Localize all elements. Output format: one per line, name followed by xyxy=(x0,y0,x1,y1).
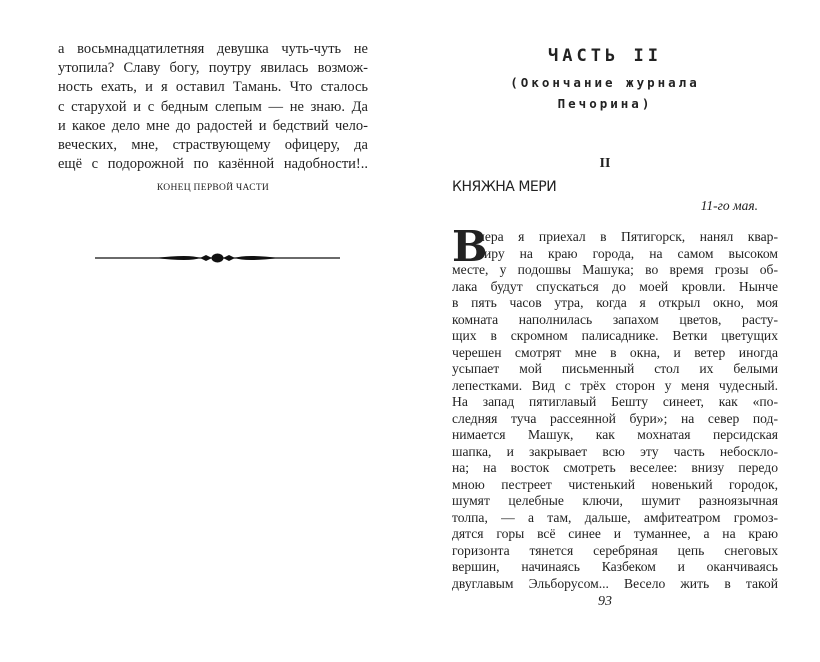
text-line: мною пестреет чистенький новенький городок, xyxy=(452,476,778,492)
text-line: на; на восток смотреть веселее: внизу передо xyxy=(452,460,778,475)
text-line: щих в скромном палисаднике. Ветки цветущих xyxy=(452,328,778,343)
text-line: горизонта тянется серебряная цепь снеговых xyxy=(452,542,778,558)
text-line: дятся горы всё синее и туманнее, а на краю xyxy=(452,526,778,541)
text-line: толпа, — а там, дальше, амфитеатром громоз- xyxy=(452,509,778,525)
left-page-text xyxy=(58,40,368,174)
text-line: месте, у подошвы Машука; во время грозы об- xyxy=(452,262,778,277)
text-line: веческих, мне, страствующему офицеру, да xyxy=(58,137,368,154)
entry-date: 11-го мая. xyxy=(700,198,758,213)
text-line: На запад пятиглавый Бешту синеет, как «по- xyxy=(452,394,778,409)
text-line: двуглавым Эльборусом... Весело жить в такой xyxy=(452,575,778,591)
text-line: нимается Машук, как мохнатая персидская xyxy=(452,427,778,442)
chapter-number: II xyxy=(599,156,611,171)
part-subtitle xyxy=(450,72,760,114)
ornament-divider xyxy=(95,250,340,266)
text-line: в пять часов утра, когда я открыл окно, моя xyxy=(452,295,778,310)
text-line: шапка, и закрывает всю эту часть небоскло- xyxy=(452,443,778,459)
text-line: вершин, начинаясь Казбеком и оканчиваясь xyxy=(452,559,778,574)
page-number: 93 xyxy=(598,594,612,609)
text-line: комната наполнилась запахом цветов, расту- xyxy=(452,311,778,327)
drop-cap: В xyxy=(452,222,488,271)
text-line: а восьмнадцатилетняя девушка чуть-чуть не xyxy=(58,41,368,57)
text-line: и какое дело мне до радостей и бедствий чело- xyxy=(58,117,368,134)
text-line: следняя туча рассеянной бури»; на север под- xyxy=(452,410,778,426)
text-line: усыпает мой письменный стол их белыми xyxy=(452,361,778,376)
text-line: тиру на краю города, на самом высоком xyxy=(478,245,778,261)
part-title: ЧАСТЬ II xyxy=(548,46,662,66)
text-line: лака будут спускаться до моей кровли. Нынче xyxy=(452,278,778,294)
text-line: чера я приехал в Пятигорск, нанял квар- xyxy=(478,229,778,244)
text-line: шумят целебные ключи, шумит разноязычная xyxy=(452,493,778,508)
end-of-part-note: КОНЕЦ ПЕРВОЙ ЧАСТИ xyxy=(156,183,270,193)
part-subtitle-line-2: Печорина) xyxy=(557,96,653,111)
text-line: с старухой и с бедным слепым — не знаю. Да xyxy=(58,98,368,115)
text-line: черешен смотрят мне в окна, и ветер иногда xyxy=(452,344,778,360)
text-line: ещё с подорожной по казённой надобности!.. xyxy=(58,156,368,173)
chapter-title: КНЯЖНА МЕРИ xyxy=(452,179,557,195)
text-line: ность ехать, и я оставил Тамань. Что сталось xyxy=(58,79,368,96)
part-subtitle-line-1: (Окончание журнала xyxy=(510,75,700,90)
text-line: лепестками. Вид с трёх сторон у меня чудесный. xyxy=(452,377,778,393)
right-page-text xyxy=(452,222,778,592)
text-line: утопила? Славу богу, поутру явилась возмож- xyxy=(58,60,368,77)
